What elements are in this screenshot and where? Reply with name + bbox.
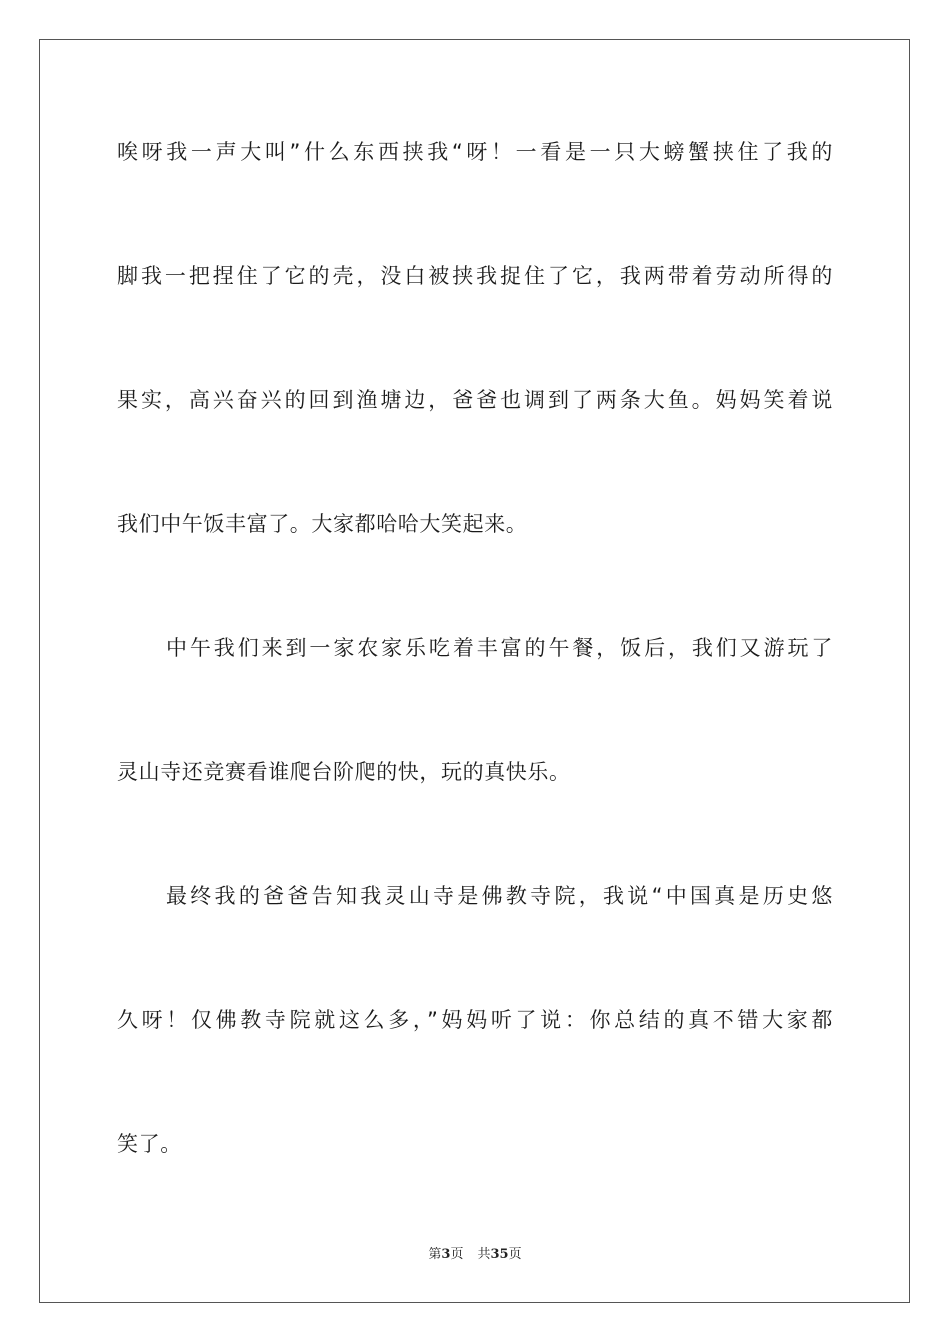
text-line-8: 久呀！仅佛教寺院就这么多，”妈妈听了说：你总结的真不错大家都 xyxy=(117,1008,833,1032)
footer-total-number: 35 xyxy=(490,1247,509,1262)
text-line-9: 笑了。 xyxy=(117,1132,182,1156)
text-line-7: 最终我的爸爸告知我灵山寺是佛教寺院，我说“中国真是历史悠 xyxy=(166,884,833,908)
footer-total-suffix: 页 xyxy=(508,1247,522,1262)
text-line-1: 唉呀我一声大叫”什么东西挟我“呀！一看是一只大螃蟹挟住了我的 xyxy=(117,140,833,164)
text-line-2: 脚我一把捏住了它的壳，没白被挟我捉住了它，我两带着劳动所得的 xyxy=(117,264,833,288)
page-footer xyxy=(0,1246,950,1264)
text-line-5: 中午我们来到一家农家乐吃着丰富的午餐，饭后，我们又游玩了 xyxy=(166,636,833,660)
footer-total-prefix: 共 xyxy=(477,1247,491,1262)
text-line-4: 我们中午饭丰富了。大家都哈哈大笑起来。 xyxy=(117,512,528,536)
text-line-6: 灵山寺还竞赛看谁爬台阶爬的快，玩的真快乐。 xyxy=(117,760,571,784)
footer-page-number: 3 xyxy=(441,1247,451,1262)
footer-page-suffix: 页 xyxy=(450,1247,464,1262)
page-border xyxy=(39,39,910,1303)
text-line-3: 果实，高兴奋兴的回到渔塘边，爸爸也调到了两条大鱼。妈妈笑着说 xyxy=(117,388,833,412)
footer-page-prefix: 第 xyxy=(428,1247,442,1262)
